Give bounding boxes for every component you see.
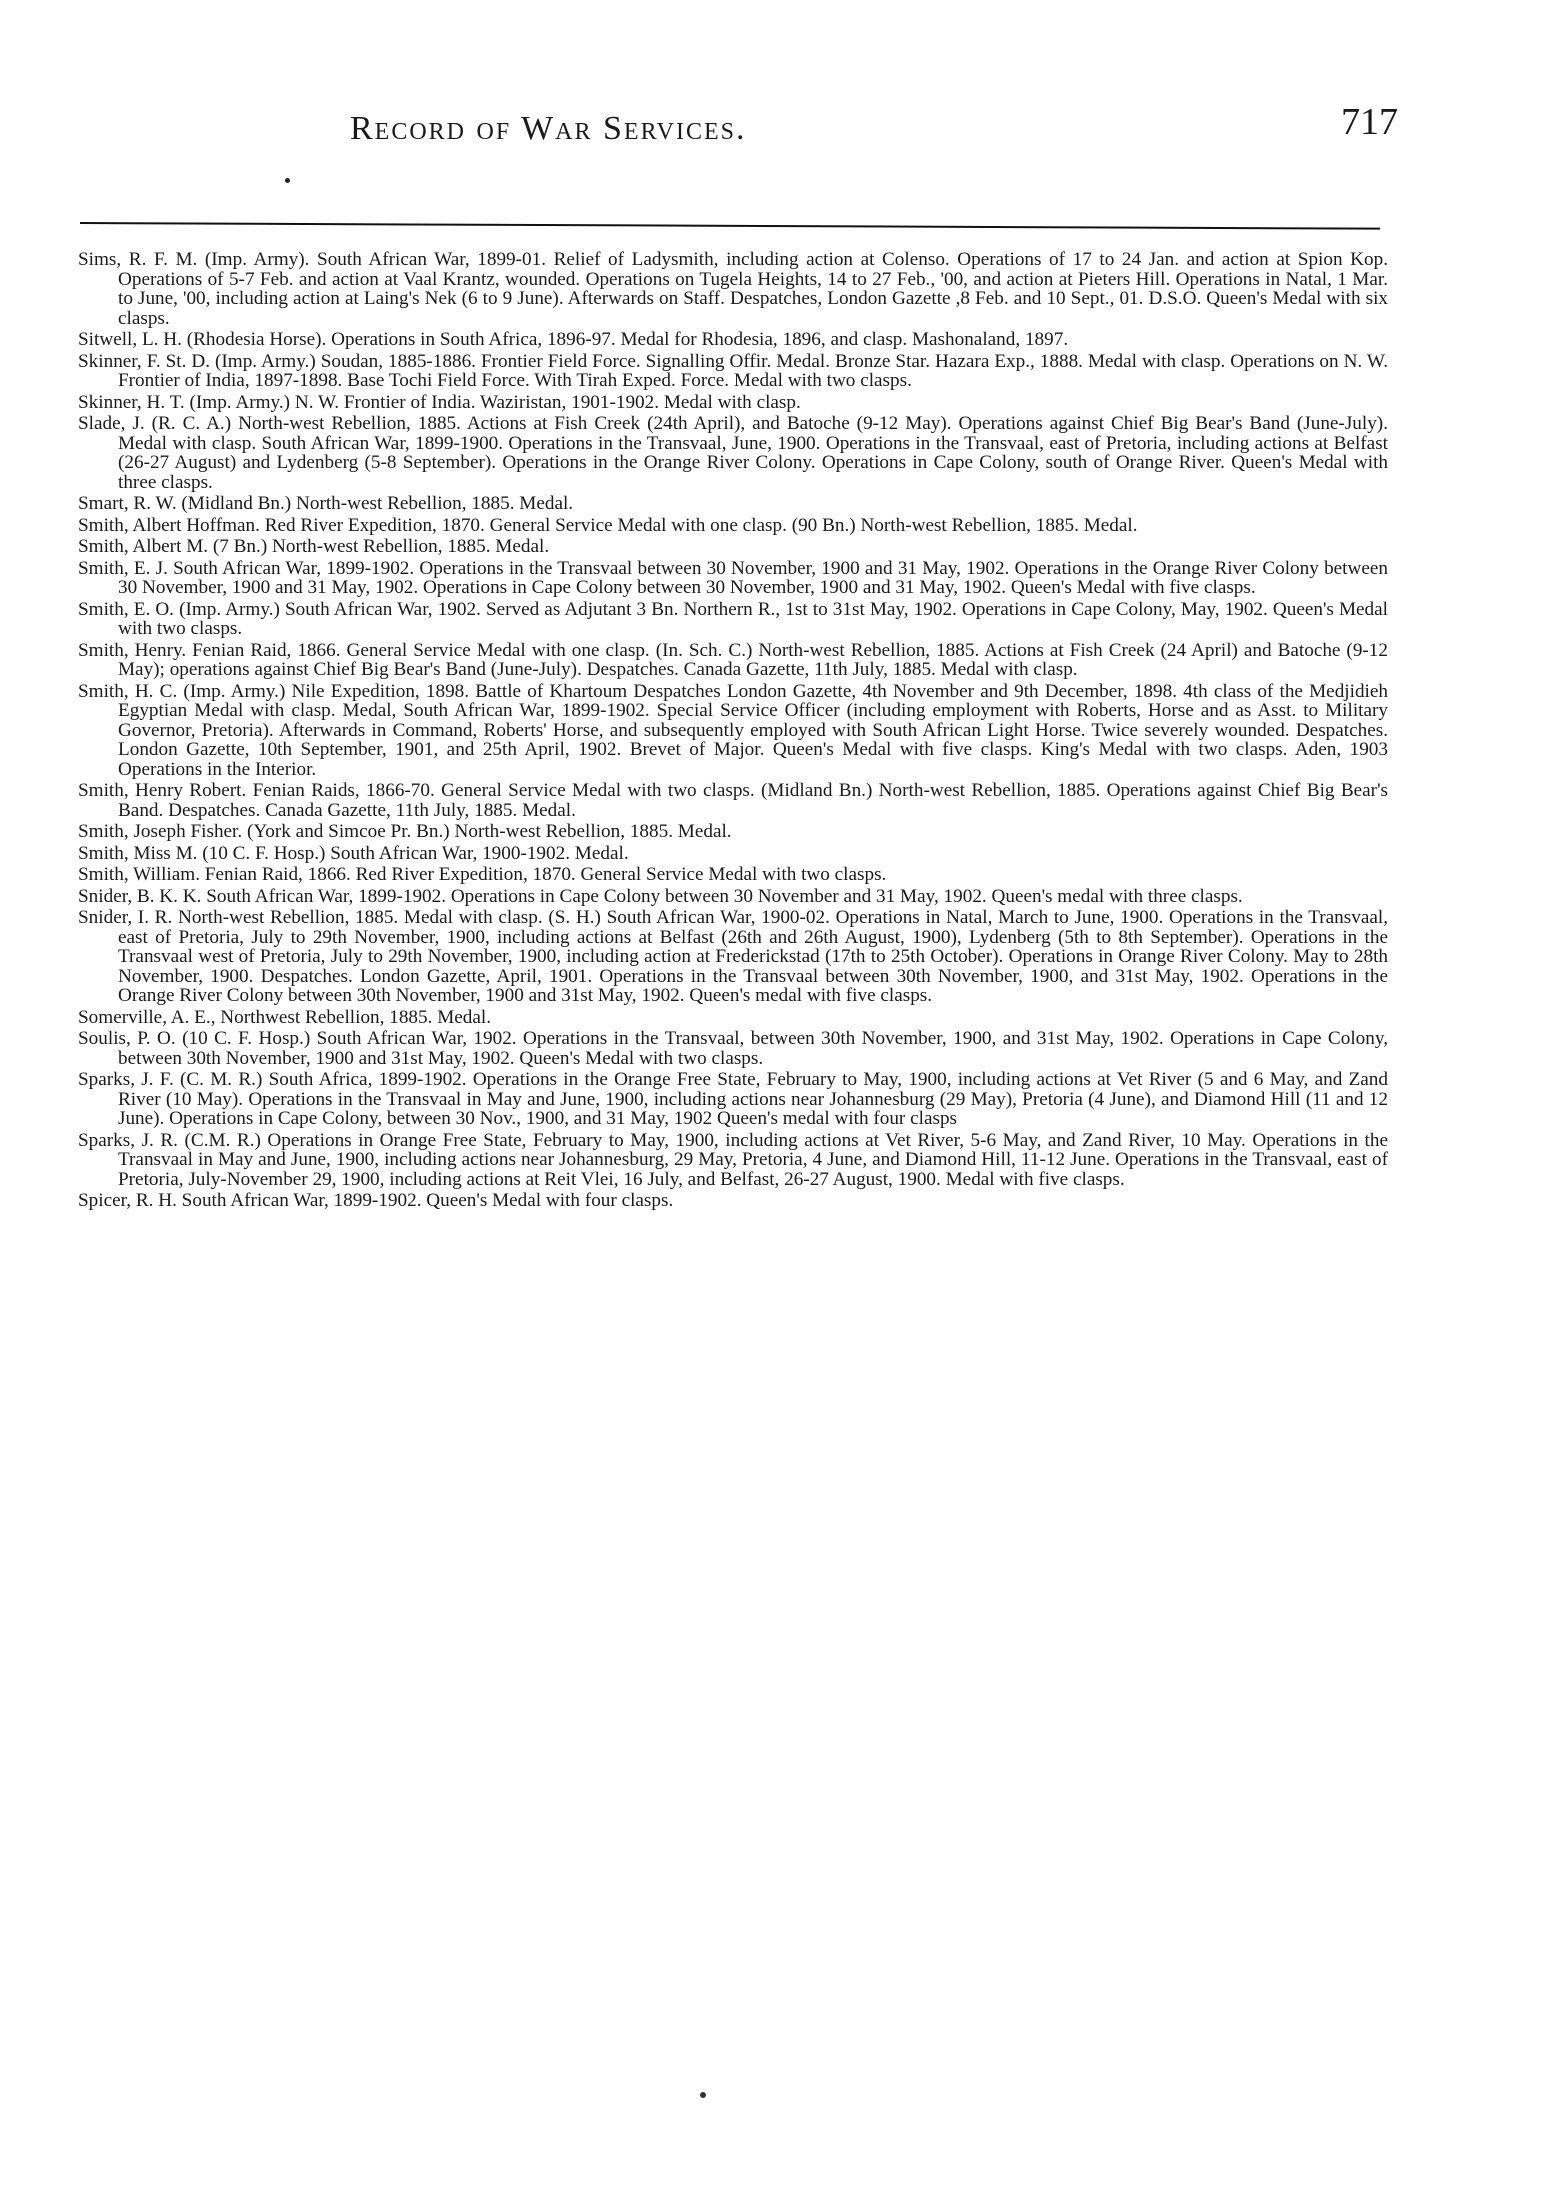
page-number: 717	[1341, 101, 1398, 143]
list-item: Somerville, A. E., Northwest Rebellion, 1885. Medal.	[78, 1006, 492, 1028]
list-item: Slade, J. (R. C. A.) North-west Rebellion, 1885. Actions at Fish Creek (24th April), and Batoche (9-12 May). Operations against Chief Big Bear's Band (June-July). Medal with clasp. South African War, 1899-1900. Operations in the Transvaal, June, 1900. Operations in the Transvaal, east of Pretoria, including actions at Belfast (26-27 August) and Lydenberg (5-8 September). Operations in the Orange River Colony. Operations in Cape Colony, south of Orange River. Queen's Medal with three clasps.	[78, 413, 1388, 493]
list-item: Smith, Henry. Fenian Raid, 1866. General Service Medal with one clasp. (In. Sch. C.) North-west Rebellion, 1885. Actions at Fish Creek (24 April) and Batoche (9-12 May); operations against Chief Big Bear's Band (June-July). Despatches. Canada Gazette, 11th July, 1885. Medal with clasp.	[78, 639, 1388, 680]
list-item: Smith, E. J. South African War, 1899-1902. Operations in the Transvaal between 30 November, 1900 and 31 May, 1902. Operations in the Orange River Colony between 30 November, 1900 and 31 May, 1902. Operations in Cape Colony between 30 November, 1900 and 31 May, 1902. Queen's Medal with five clasps.	[78, 557, 1388, 598]
list-item: Sitwell, L. H. (Rhodesia Horse). Operations in South Africa, 1896-97. Medal for Rhodesia, 1896, and clasp. Mashonaland, 1897.	[78, 329, 1069, 350]
list-item: Sparks, J. R. (C.M. R.) Operations in Orange Free State, February to May, 1900, including actions at Vet River, 5-6 May, and Zand River, 10 May. Operations in the Transvaal in May and June, 1900, including actions near Johannesburg, 29 May, Pretoria, 4 June, and Diamond Hill, 11-12 June. Operations in the Transvaal, east of Pretoria, July-November 29, 1900, including actions at Reit Vlei, 16 July, and Belfast, 26-27 August, 1900. Medal with five clasps.	[78, 1129, 1388, 1190]
list-item: Sims, R. F. M. (Imp. Army). South African War, 1899-01. Relief of Ladysmith, including action at Colenso. Operations of 17 to 24 Jan. and action at Spion Kop. Operations of 5-7 Feb. and action at Vaal Krantz, wounded. Operations on Tugela Heights, 14 to 27 Feb., '00, and action at Pieters Hill. Operations in Natal, 1 Mar. to June, '00, including action at Laing's Nek (6 to 9 June). Afterwards on Staff. Despatches, London Gazette ,8 Feb. and 10 Sept., 01. D.S.O. Queen's Medal with six clasps.	[78, 249, 1388, 329]
list-item: Smith, Albert Hoffman. Red River Expedition, 1870. General Service Medal with one clasp. (90 Bn.) North-west Rebellion, 1885. Medal.	[78, 514, 1138, 536]
list-item: Smith, Miss M. (10 C. F. Hosp.) South African War, 1900-1902. Medal.	[78, 842, 629, 864]
list-item: Smith, Joseph Fisher. (York and Simcoe Pr. Bn.) North-west Rebellion, 1885. Medal.	[78, 821, 732, 842]
list-item: Skinner, F. St. D. (Imp. Army.) Soudan, 1885-1886. Frontier Field Force. Signalling Offir. Medal. Bronze Star. Hazara Exp., 1888. Medal with clasp. Operations on N. W. Frontier of India, 1897-1898. Base Tochi Field Force. With Tirah Exped. Force. Medal with two clasps.	[78, 350, 1388, 391]
list-item: Snider, I. R. North-west Rebellion, 1885. Medal with clasp. (S. H.) South African War, 1900-02. Operations in Natal, March to June, 1900. Operations in the Transvaal, east of Pretoria, July to 29th November, 1900, including actions at Belfast (26th and 26th August, 1900), Lydenberg (5th to 8th September). Operations in the Transvaal west of Pretoria, July to 29th November, 1900, including action at Frederickstad (17th to 25th October). Operations in Orange River Colony. May to 28th November, 1900. Despatches. London Gazette, April, 1901. Operations in the Transvaal between 30th November, 1900, and 31st May, 1902. Operations in the Orange River Colony between 30th November, 1900 and 31st May, 1902. Queen's medal with five clasps.	[78, 907, 1388, 1006]
page-header	[80, 100, 1398, 160]
list-item: Smith, H. C. (Imp. Army.) Nile Expedition, 1898. Battle of Khartoum Despatches London Gazette, 4th November and 9th December, 1898. 4th class of the Medjidieh Egyptian Medal with clasp. Medal, South African War, 1899-1902. Special Service Officer (including employment with Roberts, Horse and as Asst. to Military Governor, Pretoria). Afterwards in Command, Roberts' Horse, and subsequently employed with South African Light Horse. Twice severely wounded. Despatches. London Gazette, 10th September, 1901, and 25th April, 1902. Brevet of Major. Queen's Medal with five clasps. King's Medal with two clasps. Aden, 1903 Operations in the Interior.	[78, 680, 1388, 780]
printer-mark	[700, 2092, 706, 2098]
list-item: Smart, R. W. (Midland Bn.) North-west Rebellion, 1885. Medal.	[78, 493, 574, 514]
list-item: Smith, William. Fenian Raid, 1866. Red River Expedition, 1870. General Service Medal with two clasps.	[78, 864, 887, 885]
list-item: Skinner, H. T. (Imp. Army.) N. W. Frontier of India. Waziristan, 1901-1902. Medal with clasp.	[78, 391, 801, 413]
list-item: Spicer, R. H. South African War, 1899-1902. Queen's Medal with four clasps.	[78, 1190, 674, 1211]
header-rule	[80, 222, 1380, 230]
list-item: Smith, Albert M. (7 Bn.) North-west Rebellion, 1885. Medal.	[78, 536, 550, 557]
list-item: Smith, Henry Robert. Fenian Raids, 1866-70. General Service Medal with two clasps. (Midland Bn.) North-west Rebellion, 1885. Operations against Chief Big Bear's Band. Despatches. Canada Gazette, 11th July, 1885. Medal.	[78, 780, 1388, 821]
running-title: Record of War Services.	[350, 110, 747, 147]
printer-dot	[285, 178, 290, 183]
list-item: Soulis, P. O. (10 C. F. Hosp.) South African War, 1902. Operations in the Transvaal, between 30th November, 1900, and 31st May, 1902. Operations in Cape Colony, between 30th November, 1900 and 31st May, 1902. Queen's Medal with two clasps.	[78, 1028, 1388, 1069]
entry-list	[78, 250, 1388, 1213]
list-item: Smith, E. O. (Imp. Army.) South African War, 1902. Served as Adjutant 3 Bn. Northern R., 1st to 31st May, 1902. Operations in Cape Colony, May, 1902. Queen's Medal with two clasps.	[78, 598, 1388, 639]
list-item: Sparks, J. F. (C. M. R.) South Africa, 1899-1902. Operations in the Orange Free State, February to May, 1900, including actions at Vet River (5 and 6 May, and Zand River (10 May). Operations in the Transvaal in May and June, 1900, including actions near Johannesburg (29 May), Pretoria (4 June), and Diamond Hill (11 and 12 June). Operations in Cape Colony, between 30 Nov., 1900, and 31 May, 1902 Queen's medal with four clasps	[78, 1069, 1388, 1129]
list-item: Snider, B. K. K. South African War, 1899-1902. Operations in Cape Colony between 30 November and 31 May, 1902. Queen's medal with three clasps.	[78, 885, 1243, 907]
